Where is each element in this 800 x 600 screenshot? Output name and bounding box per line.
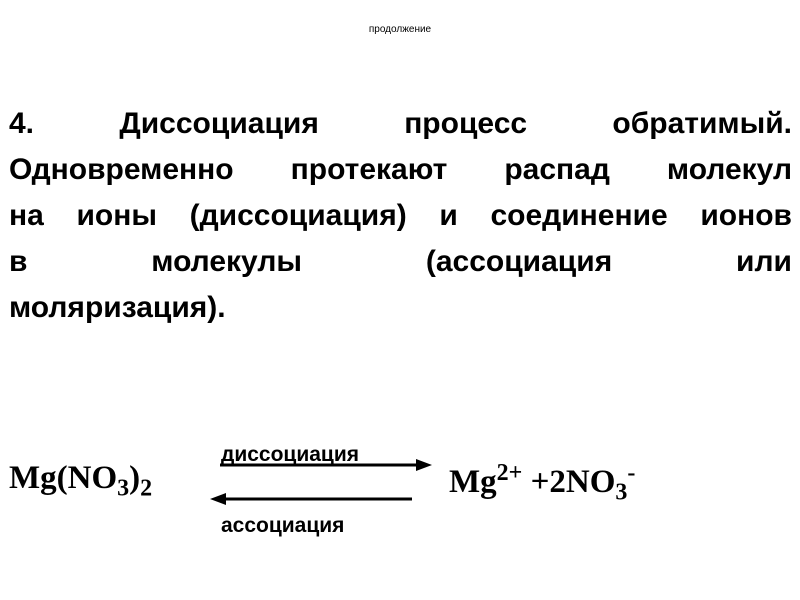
reactant-subscript: 2 [140,475,153,502]
reverse-arrow-icon [210,493,412,505]
product-text: Mg [449,464,497,500]
reactant-subscript: 3 [117,475,130,502]
product-text: +2NO [522,464,616,500]
reactant-formula [9,460,153,502]
product-formula [449,460,636,506]
reactant-text: Mg(NO [9,460,118,496]
main-paragraph [9,101,792,331]
equilibrium-arrows [208,455,433,510]
paragraph-line: в молекулы (ассоциация или [9,245,792,278]
reactant-text: ) [129,460,141,496]
paragraph-line: 4. Диссоциация процесс обратимый. [9,107,792,140]
paragraph-line: Одновременно протекают распад молекул [9,153,792,186]
slide-header-note: продолжение [368,24,432,35]
reverse-reaction-label: ассоциация [221,514,345,537]
product-charge: 2+ [496,460,523,486]
product-subscript: 3 [615,479,628,506]
paragraph-line: на ионы (диссоциация) и соединение ионов [9,199,792,232]
product-charge: - [627,460,636,486]
forward-reaction-label: диссоциация [221,443,359,466]
forward-arrow-icon [220,459,432,471]
paragraph-line: моляризация). [9,291,226,324]
